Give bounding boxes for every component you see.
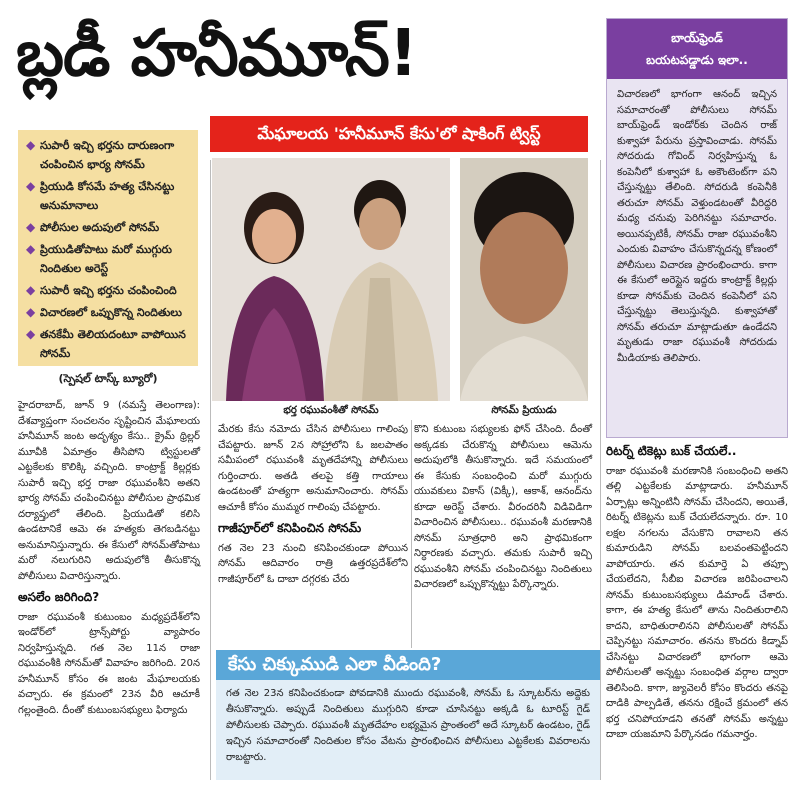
boyfriend-sidebar (606, 18, 788, 438)
bullet-icon: ◆ (26, 179, 36, 193)
section-heading: అసలేం జరిగింది? (18, 590, 100, 604)
question-box-body: గత నెల 23న కనిపించకుండా పోవడానికి ముందు రఘువంశీ, సోనమ్ ఓ స్కూటర్‌ను అద్దెకు తీసుకొన్నారు. అప్పుడే నిందితులు ముగ్గురిని కూడా చూసినట్టు అక్కడి ఓ టూరిస్ట్ గైడ్ పోలీసులకు చెప్పారు. రఘువంశీ మృతదేహం లభ్యమైన ప్రాంతంలో అదే స్కూటర్ ఉండటం, గైడ్ ఇచ్చిన సమాచారంతో నిందితుల కోసం వేటను ప్రారంభించిన పోలీసులు ఎట్టకేలకు వివరాలను రాబట్టారు. (226, 688, 590, 763)
article-column-1 (18, 398, 200, 718)
article-column-2 (218, 422, 408, 587)
article-paragraph: రాజా రఘువంశీ మరణానికి సంబంధించి అతని తల్లి ఎట్టకేలకు మాట్లాడారు. హనీమూన్ ఏర్పాట్లు అన్నింటినీ సోనమ్ చేసిందని, అయితే, రిటర్న్ టికెట్లను బుక్ చేయలేదన్నారు. రూ. 10 లక్షల నగలను వేసుకొని రావాలని తన కుమారుడిని సోనమ్ బలవంతపెట్టిందని వాపోయారు. తన కుమార్తె ఏ తప్పూ చేయలేదని, సీబీఐ విచారణ జరిపించాలని సోనమ్ కుటుంబసభ్యులు డిమాండ్ చేశారు. కాగా, ఈ హత్య కేసులో తాను నిందితురాలిని కాదని, బాధితురాలినని పోలీసులతో సోనమ్ చెప్పినట్టు సమాచారం. తనను కొందరు కిడ్నాప్ చేసినట్టు విచారణలో భాగంగా ఆమె పోలీసులతో అన్నట్టు సంబంధిత వర్గాల ద్వారా తెలిసింది. కాగా, జ్యువెలరీ కోసం కొందరు తనపై దాడికి పాల్పడితే, తనను రక్షించే క్రమంలో తన భర్త చనిపోయాడని తనతో సోనమ్ అన్నట్టు దాబా యజమాని పేర్కొనడం గమనార్హం. (606, 465, 788, 740)
article-paragraph: రాజా రఘువంశీ కుటుంబం మధ్యప్రదేశ్‌లోని ఇండోర్‌లో ట్రాన్స్‌పోర్టు వ్యాపారం నిర్వహిస్తున్నది. గత నెల 11న రాజా రఘువంశీకి సోనమ్‌తో వివాహం జరిగింది. 20న హనీమూన్ కోసం ఈ జంట మేఘాలయకు వచ్చారు. ఈ క్రమంలో 23న వీరి ఆచూకీ గల్లంతైంది. దీంతో కుటుంబసభ్యులు ఫిర్యాదు (18, 611, 200, 716)
couple-photo (212, 158, 450, 401)
boyfriend-photo-illustration (460, 158, 588, 401)
couple-photo-illustration (212, 158, 450, 401)
bullet-icon: ◆ (26, 305, 36, 319)
section-heading: రిటర్న్ టికెట్లు బుక్ చేయలే.. (606, 444, 737, 458)
sidebar-body: విచారణలో భాగంగా ఆనంద్ ఇచ్చిన సమాచారంతో పోలీసులు సోనమ్ బాయ్‌ఫ్రెండ్ ఇండోర్‌కు చెందిన రాజ్ కుశ్వాహా పేరును ప్రస్తావించాడు. సోనమ్ సోదరుడు గోవింద్ నిర్వహిస్తున్న ఓ కంపెనీలో కుశ్వాహా ఓ అకౌంటెంట్‌గా పని చేస్తున్నట్టు తేలింది. సోదరుడి కంపెనీకి తరుచూ సోనమ్ వెళ్తుండటంతో వీరిద్దరి మధ్య చనువు పెరిగినట్టు సమాచారం. అయినప్పటికీ, సోనమ్ రాజా రఘువంశీని ఎందుకు వివాహం చేసుకొన్నదన్న కోణంలో పోలీసులు విచారణ ప్రారంభించారు. కాగా ఈ కేసులో అరెస్టైన ఇద్దరు కాంట్రాక్ట్ కిల్లర్లు కూడా సోనమ్‌కు చెందిన కంపెనీలో పని చేస్తున్నట్టు తెలుస్తున్నది. కుశ్వాహాతో సోనమ్ తరుచూ మాట్లాడుతూ ఉండేదని మృతుడు రాజా రఘువంశీ సోదరుడు మీడియాకు తెలిపారు. (617, 89, 777, 364)
section-heading: గాజీపూర్‌లో కనిపించిన సోనమ్ (218, 521, 362, 535)
list-item: ◆ తనకేమీ తెలియదంటూ వాపోయిన సోనమ్ (26, 327, 186, 360)
article-paragraph: మేరకు కేసు నమోదు చేసిన పోలీసులు గాలింపు చేపట్టారు. జూన్ 2న సోహ్రాలోని ఓ జలపాతం సమీపంలో రఘువంశీ మృతదేహాన్ని పోలీసులు గుర్తించారు. అతడి తలపై కత్తి గాయాలు ఉండటంతో హత్యగా అనుమానించారు. సోనమ్ ఆచూకీ కోసం ముమ్మర గాలింపు చేపట్టారు. (218, 424, 408, 513)
list-item: ◆ సుపారీ ఇచ్చి భర్తను చంపించింది (26, 281, 190, 300)
bullet-icon: ◆ (26, 283, 36, 297)
column-divider (210, 160, 211, 780)
headline: బ్లడీ హనీమూన్! (16, 17, 417, 91)
couple-photo-caption: భర్త రఘువంశీతో సోనమ్ (283, 405, 379, 416)
list-item: ◆ ప్రియుడితోపాటు మరో ముగ్గురు నిందితుల అరెస్ట్ (26, 242, 172, 275)
article-column-3 (414, 422, 592, 593)
list-item: ◆ విచారణలో ఒప్పుకొన్న నిందితులు (26, 303, 190, 322)
article-column-right (606, 438, 788, 743)
bullet-icon: ◆ (26, 138, 36, 152)
sidebar-title: బాయ్‌ఫ్రెండ్ బయటపడ్డాడు ఇలా.. (607, 19, 787, 79)
list-item: ◆ పోలీసుల అదుపులో సోనమ్ (26, 218, 190, 237)
byline: (స్పెషల్ టాస్క్ బ్యూరో) (58, 372, 158, 385)
boyfriend-photo (460, 158, 588, 401)
subheadline-bar: మేఘాలయ 'హనీమూన్ కేసు'లో షాకింగ్ ట్విస్ట్ (210, 116, 588, 152)
article-paragraph: కొని కుటుంబ సభ్యులకు ఫోన్ చేసింది. దీంతో అక్కడకు చేరుకొన్న పోలీసులు ఆమెను అదుపులోకి తీసుకొన్నారు. ఇదే సమయంలో ఈ కేసుకు సంబంధించి మరో ముగ్గురు యువకులు వికాస్ (విక్కీ), ఆకాశ్, ఆనంద్‌ను కూడా అరెస్ట్ చేశారు. వీరందరినీ విడివిడిగా విచారించిన పోలీసులు.. రఘువంశీ మరణానికి సోనమ్ సూత్రధారి అని ప్రాథమికంగా నిర్ధారణకు వచ్చారు. తమకు సుపారీ ఇచ్చి రఘువంశీని సోనమ్ చంపించినట్టు నిందితులు విచారణలో ఒప్పుకొన్నట్టు పేర్కొన్నారు. (414, 424, 592, 590)
list-item: ◆ సుపారీ ఇచ్చి భర్తను దారుణంగా చంపించిన భార్య సోనమ్ (26, 138, 175, 171)
column-divider (411, 420, 412, 648)
question-box-title: కేసు చిక్కుముడి ఎలా వీడింది? (216, 650, 600, 680)
article-paragraph: గత నెల 23 నుంచి కనిపించకుండా పోయిన సోనమ్ ఆదివారం రాత్రి ఉత్తరప్రదేశ్‌లోని గాజీపూర్‌లో ఓ దాబా దగ్గరకు చేరు (218, 542, 408, 585)
column-divider (600, 160, 601, 780)
bullet-icon: ◆ (26, 327, 36, 341)
list-item: ◆ ప్రియుడి కోసమే హత్య చేసినట్టు అనుమానాలు (26, 179, 175, 212)
boyfriend-photo-caption: సోనమ్ ప్రియుడు (491, 405, 557, 416)
bullet-icon: ◆ (26, 220, 36, 234)
article-intro: హైదరాబాద్, జూన్ 9 (నమస్తే తెలంగాణ): దేశవ్యాప్తంగా సంచలనం సృష్టించిన మేఘాలయ హనీమూన్ జంట అదృశ్యం కేసు.. క్రైమ్ థ్రిల్లర్ మూవీకి ఏమాత్రం తీసిపోని ట్విస్టులతో ఎట్టకేలకు కొలిక్కి వచ్చింది. కాంట్రాక్ట్ కిల్లర్లకు సుపారీ ఇచ్చి భర్త రాజా రఘువంశీని అతని భార్య సోనమ్ చంపించినట్టు పోలీసుల ప్రాథమిక దర్యాప్తులో తేలింది. ప్రియుడితో కలిసి ఉండటానికే ఆమె ఈ హత్యకు తెగబడినట్టు అనుమానిస్తున్నారు. ఈ కేసులో సోనమ్‌తోపాటు మరో నలుగురిని అదుపులోకి తీసుకొన్న పోలీసులు విచారిస్తున్నారు. (18, 400, 200, 582)
key-points-box (18, 130, 198, 366)
bullet-icon: ◆ (26, 242, 36, 256)
question-box (216, 650, 600, 780)
